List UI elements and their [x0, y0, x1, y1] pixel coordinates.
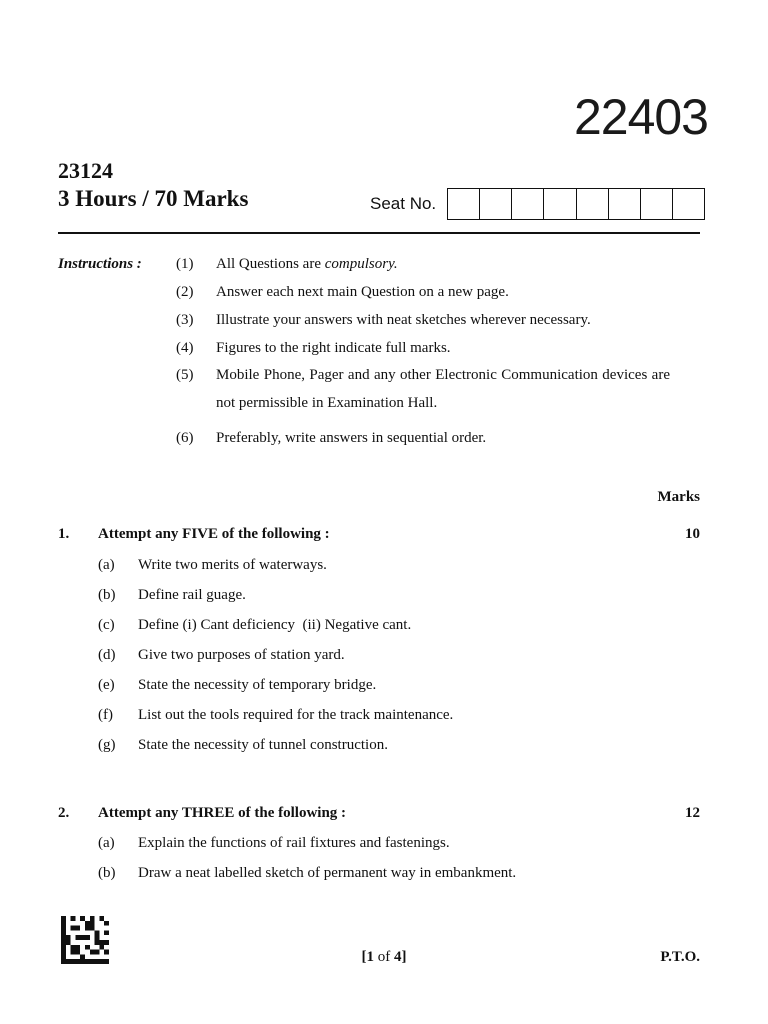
page-close: 4] — [394, 949, 407, 965]
instruction-number: (5) — [176, 367, 194, 383]
question-marks: 10 — [685, 526, 700, 542]
seat-number-boxes — [447, 188, 705, 220]
seat-box — [480, 189, 512, 219]
part-label: (a) — [98, 835, 115, 851]
part-label: (g) — [98, 737, 116, 753]
part-label: (b) — [98, 587, 116, 603]
part-text: List out the tools required for the track maintenance. — [138, 707, 454, 723]
question-title: Attempt any THREE of the following : — [98, 805, 347, 821]
duration-marks: 3 Hours / 70 Marks — [58, 186, 249, 211]
part-text: Define (i) Cant deficiency (ii) Negative cant. — [138, 617, 412, 633]
seat-box — [512, 189, 544, 219]
question-part — [98, 835, 658, 852]
subject-code: 23124 — [58, 158, 113, 183]
page-number — [0, 949, 768, 966]
page-of: of — [374, 949, 394, 965]
marks-heading: Marks — [657, 489, 700, 505]
pto-label: P.T.O. — [660, 949, 700, 965]
instruction-item — [176, 334, 670, 362]
question-part — [98, 587, 658, 604]
instruction-number: (1) — [176, 256, 194, 272]
page-open: [1 — [361, 949, 374, 965]
part-label: (c) — [98, 617, 115, 633]
part-text: State the necessity of temporary bridge. — [138, 677, 377, 693]
part-text: State the necessity of tunnel construction. — [138, 737, 388, 753]
question-part — [98, 557, 658, 574]
instruction-item — [176, 278, 670, 306]
instruction-item — [176, 361, 670, 417]
seat-box — [673, 189, 704, 219]
seat-box — [544, 189, 576, 219]
part-label: (a) — [98, 557, 115, 573]
part-text: Explain the functions of rail fixtures and fastenings. — [138, 835, 450, 851]
part-text: Define rail guage. — [138, 587, 246, 603]
question-part — [98, 707, 658, 724]
question-part — [98, 737, 658, 754]
question-part — [98, 865, 658, 882]
instruction-number: (6) — [176, 430, 194, 446]
instruction-item — [176, 306, 670, 334]
instruction-text: Figures to the right indicate full marks. — [216, 340, 451, 356]
seat-box — [448, 189, 480, 219]
instruction-item — [176, 250, 670, 278]
paper-code: 22403 — [573, 89, 708, 145]
instruction-item — [176, 424, 670, 452]
instruction-text: Answer each next main Question on a new page. — [216, 284, 509, 300]
instruction-text: All Questions are — [216, 256, 325, 272]
instruction-text: Illustrate your answers with neat sketches wherever necessary. — [216, 312, 591, 328]
question-marks: 12 — [685, 805, 700, 821]
header-rule — [58, 232, 700, 234]
part-label: (b) — [98, 865, 116, 881]
instruction-text: Mobile Phone, Pager and any other Electronic Communication devices are not permissible in Examination Hall. — [216, 367, 670, 411]
part-text: Draw a neat labelled sketch of permanent way in embankment. — [138, 865, 517, 881]
seat-box — [609, 189, 641, 219]
part-label: (e) — [98, 677, 115, 693]
question-part — [98, 677, 658, 694]
seat-label: Seat No. — [370, 194, 437, 213]
instruction-text: Preferably, write answers in sequential order. — [216, 430, 487, 446]
part-label: (d) — [98, 647, 116, 663]
question-title: Attempt any FIVE of the following : — [98, 526, 330, 542]
seat-box — [577, 189, 609, 219]
part-text: Write two merits of waterways. — [138, 557, 327, 573]
seat-box — [641, 189, 673, 219]
part-text: Give two purposes of station yard. — [138, 647, 345, 663]
question-number: 1. — [58, 526, 70, 542]
part-label: (f) — [98, 707, 113, 723]
instruction-emphasis: compulsory. — [324, 256, 398, 272]
instruction-number: (4) — [176, 340, 194, 356]
question-part — [98, 617, 658, 634]
question-part — [98, 647, 658, 664]
question-number: 2. — [58, 805, 70, 821]
instructions-label: Instructions : — [58, 256, 142, 272]
instruction-number: (3) — [176, 312, 194, 328]
instruction-number: (2) — [176, 284, 194, 300]
